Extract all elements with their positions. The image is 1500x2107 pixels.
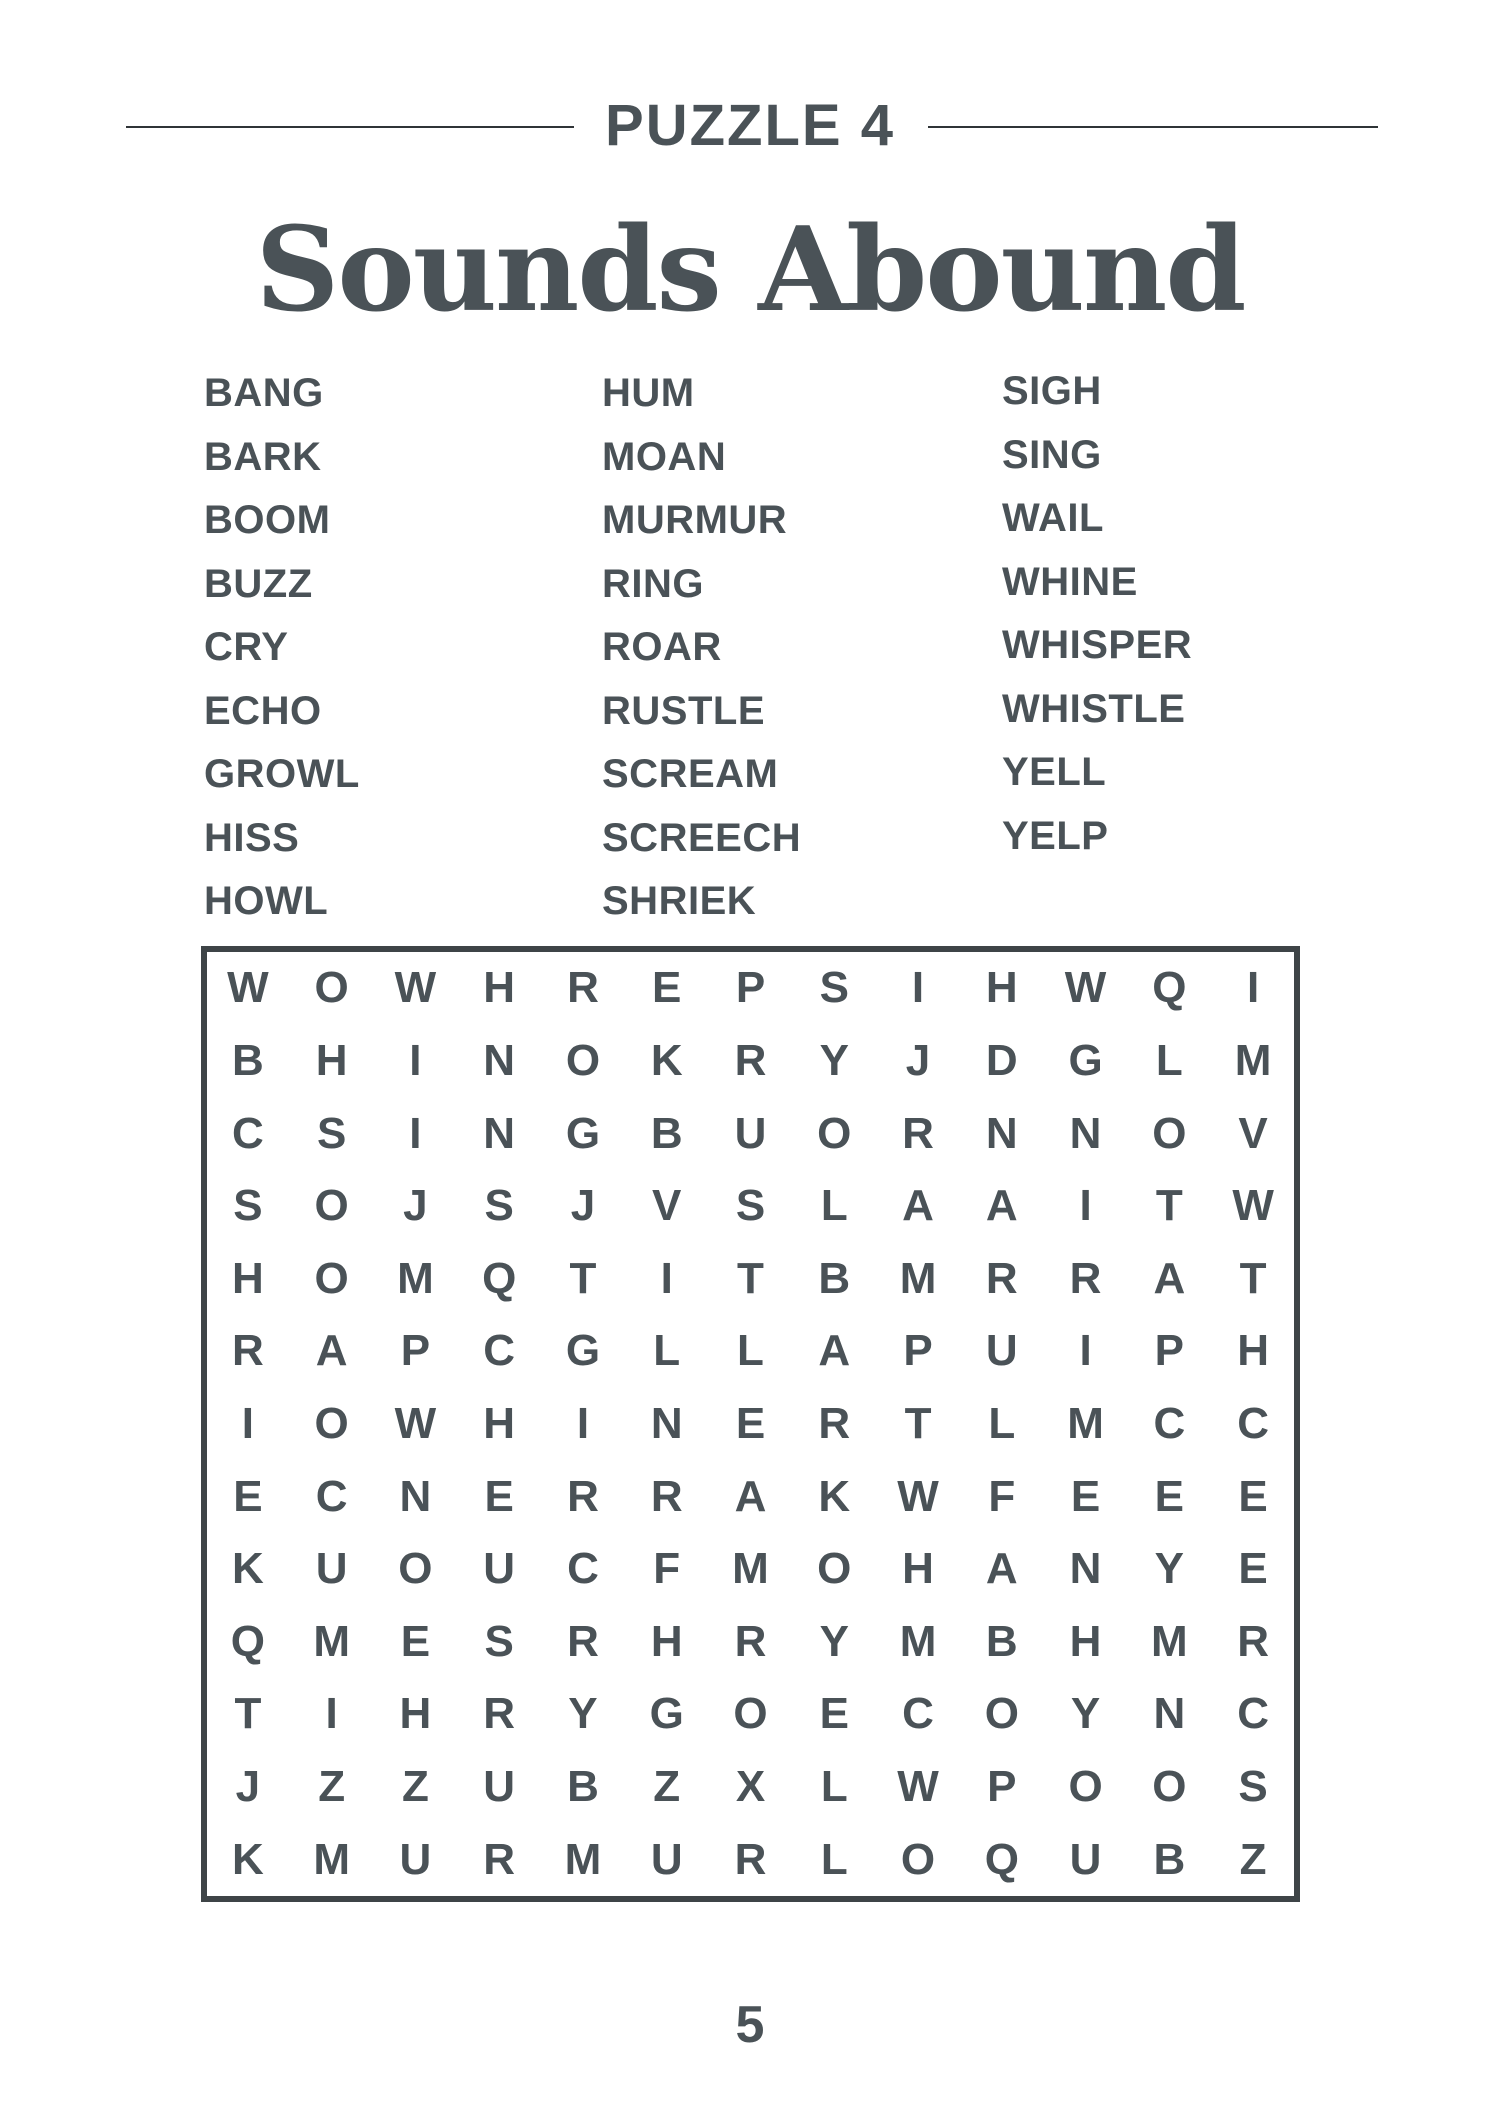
grid-letter[interactable]: U <box>483 1762 516 1812</box>
grid-letter[interactable]: R <box>902 1108 934 1158</box>
word-list-item: SING <box>1002 432 1102 477</box>
grid-letter[interactable]: B <box>985 1616 1018 1666</box>
grid-letter[interactable]: R <box>1069 1253 1102 1303</box>
word-list-item: BUZZ <box>204 561 313 606</box>
grid-letter[interactable]: B <box>650 1108 683 1158</box>
grid-letter[interactable]: C <box>902 1689 934 1739</box>
grid-letter[interactable]: S <box>484 1616 514 1666</box>
grid-letter[interactable]: S <box>233 1181 263 1231</box>
grid-letter[interactable]: T <box>569 1253 597 1303</box>
grid-letter[interactable]: T <box>234 1689 262 1739</box>
grid-letter[interactable]: O <box>817 1544 852 1594</box>
grid-letter[interactable]: N <box>1069 1544 1102 1594</box>
grid-letter[interactable]: R <box>483 1834 516 1884</box>
grid-letter[interactable]: I <box>660 1253 673 1303</box>
word-list-item: HISS <box>204 815 300 860</box>
grid-letter[interactable]: A <box>985 1181 1018 1231</box>
grid-letter[interactable]: S <box>316 1108 347 1158</box>
grid-letter[interactable]: S <box>1238 1762 1268 1812</box>
grid-letter[interactable]: K <box>231 1834 264 1884</box>
grid-letter[interactable]: C <box>231 1108 264 1158</box>
grid-letter[interactable]: H <box>315 1035 348 1085</box>
word-list-item: SIGH <box>1002 369 1102 413</box>
word-list-item: RUSTLE <box>602 688 765 733</box>
grid-letter[interactable]: R <box>1237 1616 1269 1666</box>
header-rule-left <box>126 126 574 128</box>
grid-letter[interactable]: N <box>1069 1108 1102 1158</box>
grid-letter[interactable]: Q <box>230 1616 265 1666</box>
grid-letter[interactable]: I <box>409 1035 422 1085</box>
grid-letter[interactable]: W <box>897 1762 939 1812</box>
grid-letter[interactable]: U <box>1069 1834 1102 1884</box>
grid-letter[interactable]: G <box>1068 1035 1103 1085</box>
grid-letter[interactable]: O <box>900 1834 936 1884</box>
word-list-item: BARK <box>204 434 322 479</box>
letter-grid <box>206 952 1295 1896</box>
grid-letter[interactable]: Z <box>653 1762 681 1812</box>
word-list-item: WHINE <box>1002 559 1138 604</box>
grid-letter[interactable]: Y <box>819 1616 849 1666</box>
word-list-column-3 <box>1002 360 1192 868</box>
grid-letter[interactable]: H <box>902 1544 934 1594</box>
grid-letter[interactable]: H <box>483 963 516 1013</box>
grid-letter[interactable]: N <box>650 1398 683 1448</box>
grid-letter[interactable]: N <box>1153 1689 1186 1739</box>
grid-letter[interactable]: A <box>818 1326 851 1376</box>
grid-letter[interactable]: M <box>313 1834 350 1884</box>
word-list-column-1 <box>204 362 360 934</box>
grid-letter[interactable]: W <box>394 1398 437 1448</box>
grid-letter[interactable]: V <box>652 1181 682 1231</box>
grid-letter[interactable]: R <box>734 1616 767 1666</box>
grid-letter[interactable]: K <box>818 1471 851 1521</box>
grid-letter[interactable]: C <box>483 1326 516 1376</box>
grid-letter[interactable]: H <box>1069 1616 1102 1666</box>
grid-letter[interactable]: E <box>1070 1471 1101 1521</box>
grid-letter[interactable]: O <box>1068 1762 1103 1812</box>
grid-letter[interactable]: U <box>734 1108 767 1158</box>
grid-letter[interactable]: N <box>483 1108 516 1158</box>
grid-letter[interactable]: U <box>399 1834 432 1884</box>
grid-letter[interactable]: U <box>650 1834 683 1884</box>
grid-letter[interactable]: B <box>1153 1834 1186 1884</box>
grid-letter[interactable]: P <box>1154 1326 1185 1376</box>
grid-letter[interactable]: I <box>409 1108 422 1158</box>
grid-letter[interactable]: I <box>325 1689 338 1739</box>
grid-letter[interactable]: S <box>819 963 849 1013</box>
grid-letter[interactable]: E <box>652 963 682 1013</box>
grid-letter[interactable]: G <box>565 1108 601 1158</box>
grid-letter[interactable]: W <box>394 963 437 1013</box>
grid-letter[interactable]: E <box>819 1689 849 1739</box>
grid-letter[interactable]: R <box>734 1834 767 1884</box>
grid-letter[interactable]: O <box>1152 1762 1187 1812</box>
grid-letter[interactable]: B <box>231 1035 264 1085</box>
grid-letter[interactable]: T <box>1155 1181 1183 1231</box>
grid-letter[interactable]: O <box>565 1035 601 1085</box>
grid-letter[interactable]: Y <box>819 1035 849 1085</box>
grid-letter[interactable]: I <box>241 1398 254 1448</box>
grid-letter[interactable]: C <box>1153 1398 1186 1448</box>
grid-letter[interactable]: F <box>988 1471 1016 1521</box>
grid-letter[interactable]: X <box>735 1762 766 1812</box>
puzzle-label: PUZZLE 4 <box>605 93 895 158</box>
grid-letter[interactable]: I <box>911 963 925 1013</box>
grid-letter[interactable]: H <box>399 1689 432 1739</box>
grid-letter[interactable]: L <box>653 1326 681 1376</box>
grid-letter[interactable]: J <box>403 1181 428 1231</box>
grid-letter[interactable]: Z <box>1239 1834 1267 1884</box>
grid-letter[interactable]: U <box>985 1326 1018 1376</box>
grid-letter[interactable]: O <box>398 1544 433 1594</box>
grid-letter[interactable]: K <box>650 1035 683 1085</box>
grid-letter[interactable]: F <box>653 1544 681 1594</box>
grid-letter[interactable]: R <box>818 1398 851 1448</box>
grid-letter[interactable]: M <box>899 1616 937 1666</box>
word-list-item: ROAR <box>602 625 722 669</box>
grid-letter[interactable]: E <box>1238 1544 1268 1594</box>
word-list-item: WHISTLE <box>1002 686 1186 731</box>
grid-letter[interactable]: M <box>313 1616 350 1666</box>
grid-letter[interactable]: W <box>1064 963 1107 1013</box>
grid-letter[interactable]: N <box>399 1471 432 1521</box>
grid-letter[interactable]: E <box>1238 1471 1268 1521</box>
grid-letter[interactable]: L <box>820 1834 848 1884</box>
grid-letter[interactable]: H <box>483 1398 516 1448</box>
grid-letter[interactable]: Y <box>1070 1689 1101 1739</box>
grid-letter[interactable]: R <box>567 1616 599 1666</box>
grid-letter[interactable]: M <box>1067 1398 1104 1448</box>
grid-letter[interactable]: M <box>1234 1035 1272 1085</box>
grid-letter[interactable]: I <box>1079 1326 1092 1376</box>
grid-letter[interactable]: M <box>397 1253 434 1303</box>
grid-letter[interactable]: L <box>1155 1035 1183 1085</box>
grid-letter[interactable]: N <box>985 1108 1018 1158</box>
word-list-item: BANG <box>204 371 324 415</box>
grid-letter[interactable]: C <box>315 1471 348 1521</box>
grid-letter[interactable]: Q <box>1152 963 1187 1013</box>
grid-letter[interactable]: C <box>1237 1398 1269 1448</box>
grid-letter[interactable]: O <box>314 963 349 1013</box>
grid-letter[interactable]: Q <box>984 1834 1019 1884</box>
grid-letter[interactable]: J <box>235 1762 261 1812</box>
word-list-item: YELL <box>1002 750 1107 794</box>
grid-letter[interactable]: C <box>567 1544 599 1594</box>
grid-letter[interactable]: L <box>820 1181 848 1231</box>
page-number: 5 <box>735 1996 765 2054</box>
grid-letter[interactable]: A <box>315 1326 348 1376</box>
grid-letter[interactable]: P <box>903 1326 933 1376</box>
grid-letter[interactable]: K <box>231 1544 264 1594</box>
grid-letter[interactable]: M <box>564 1834 602 1884</box>
grid-letter[interactable]: U <box>315 1544 348 1594</box>
word-list-item: WHISPER <box>1002 623 1193 667</box>
grid-letter[interactable]: L <box>737 1326 764 1376</box>
grid-letter[interactable]: A <box>1153 1253 1186 1303</box>
word-list-item: MOAN <box>602 434 727 479</box>
grid-letter[interactable]: E <box>233 1471 263 1521</box>
word-list-item: HUM <box>602 371 695 415</box>
grid-letter[interactable]: I <box>576 1398 590 1448</box>
grid-letter[interactable]: R <box>567 963 599 1013</box>
grid-letter[interactable]: O <box>314 1398 349 1448</box>
grid-letter[interactable]: O <box>314 1253 349 1303</box>
grid-letter[interactable]: C <box>1237 1689 1269 1739</box>
grid-letter[interactable]: R <box>567 1471 599 1521</box>
grid-letter[interactable]: R <box>231 1326 264 1376</box>
grid-letter[interactable]: T <box>737 1253 764 1303</box>
grid-letter[interactable]: R <box>650 1471 683 1521</box>
grid-letter[interactable]: Z <box>318 1762 346 1812</box>
puzzle-title: Sounds Abound <box>255 202 1245 338</box>
word-list-item: SCREAM <box>602 752 779 796</box>
grid-letter[interactable]: N <box>483 1035 516 1085</box>
grid-letter[interactable]: B <box>818 1253 851 1303</box>
grid-letter[interactable]: R <box>734 1035 767 1085</box>
grid-letter[interactable]: M <box>732 1544 769 1594</box>
grid-letter[interactable]: I <box>1246 963 1260 1013</box>
grid-letter[interactable]: Y <box>1154 1544 1185 1594</box>
grid-letter[interactable]: O <box>1152 1108 1187 1158</box>
grid-letter[interactable]: S <box>484 1181 514 1231</box>
grid-letter[interactable]: O <box>817 1108 852 1158</box>
grid-letter[interactable]: H <box>231 1253 264 1303</box>
grid-letter[interactable]: E <box>484 1471 514 1521</box>
grid-letter[interactable]: H <box>985 963 1018 1013</box>
word-list-item: RING <box>602 561 704 606</box>
grid-letter[interactable]: P <box>735 963 766 1013</box>
grid-letter[interactable]: T <box>1239 1253 1267 1303</box>
grid-letter[interactable]: R <box>985 1253 1018 1303</box>
grid-letter[interactable]: Y <box>568 1689 598 1739</box>
word-list-item: SCREECH <box>602 815 802 860</box>
grid-letter[interactable]: Z <box>401 1762 429 1812</box>
grid-letter[interactable]: Q <box>482 1253 517 1303</box>
grid-letter[interactable]: R <box>483 1689 516 1739</box>
grid-letter[interactable]: J <box>905 1035 931 1085</box>
word-list-item: SHRIEK <box>602 879 757 923</box>
grid-letter[interactable]: J <box>570 1181 596 1231</box>
grid-letter[interactable]: A <box>902 1181 934 1231</box>
grid-letter[interactable]: G <box>649 1689 684 1739</box>
word-list-item: GROWL <box>204 752 360 796</box>
grid-letter[interactable]: H <box>1237 1326 1269 1376</box>
word-list-column-2 <box>602 362 801 934</box>
grid-letter[interactable]: D <box>985 1035 1018 1085</box>
word-list-item: YELP <box>1002 813 1109 858</box>
word-list-item: ECHO <box>204 688 322 733</box>
grid-letter[interactable]: P <box>987 1762 1017 1812</box>
word-list-item: MURMUR <box>602 498 788 542</box>
grid-letter[interactable]: L <box>988 1398 1016 1448</box>
grid-letter[interactable]: B <box>567 1762 599 1812</box>
grid-letter[interactable]: G <box>565 1326 601 1376</box>
grid-letter[interactable]: W <box>1232 1181 1274 1231</box>
grid-letter[interactable]: M <box>899 1253 937 1303</box>
header-rule-right <box>928 126 1378 128</box>
grid-letter[interactable]: O <box>733 1689 768 1739</box>
grid-letter[interactable]: W <box>897 1471 939 1521</box>
grid-letter[interactable]: O <box>314 1181 349 1231</box>
grid-letter[interactable]: A <box>734 1471 767 1521</box>
grid-letter[interactable]: S <box>735 1181 766 1231</box>
grid-letter[interactable]: V <box>1238 1108 1268 1158</box>
grid-letter[interactable]: E <box>1154 1471 1185 1521</box>
grid-letter[interactable]: M <box>1151 1616 1188 1666</box>
grid-letter[interactable]: P <box>400 1326 431 1376</box>
grid-letter[interactable]: U <box>483 1544 516 1594</box>
grid-letter[interactable]: L <box>820 1762 848 1812</box>
grid-letter[interactable]: T <box>904 1398 932 1448</box>
grid-letter[interactable]: E <box>735 1398 766 1448</box>
grid-letter[interactable]: I <box>1079 1181 1092 1231</box>
word-list-item: BOOM <box>204 498 331 542</box>
grid-letter[interactable]: W <box>227 963 269 1013</box>
word-list-item: CRY <box>204 625 289 669</box>
word-list-item: HOWL <box>204 879 329 923</box>
grid-letter[interactable]: H <box>650 1616 683 1666</box>
grid-letter[interactable]: A <box>985 1544 1018 1594</box>
grid-letter[interactable]: O <box>984 1689 1019 1739</box>
grid-letter[interactable]: E <box>400 1616 431 1666</box>
word-list-item: WAIL <box>1002 496 1104 540</box>
